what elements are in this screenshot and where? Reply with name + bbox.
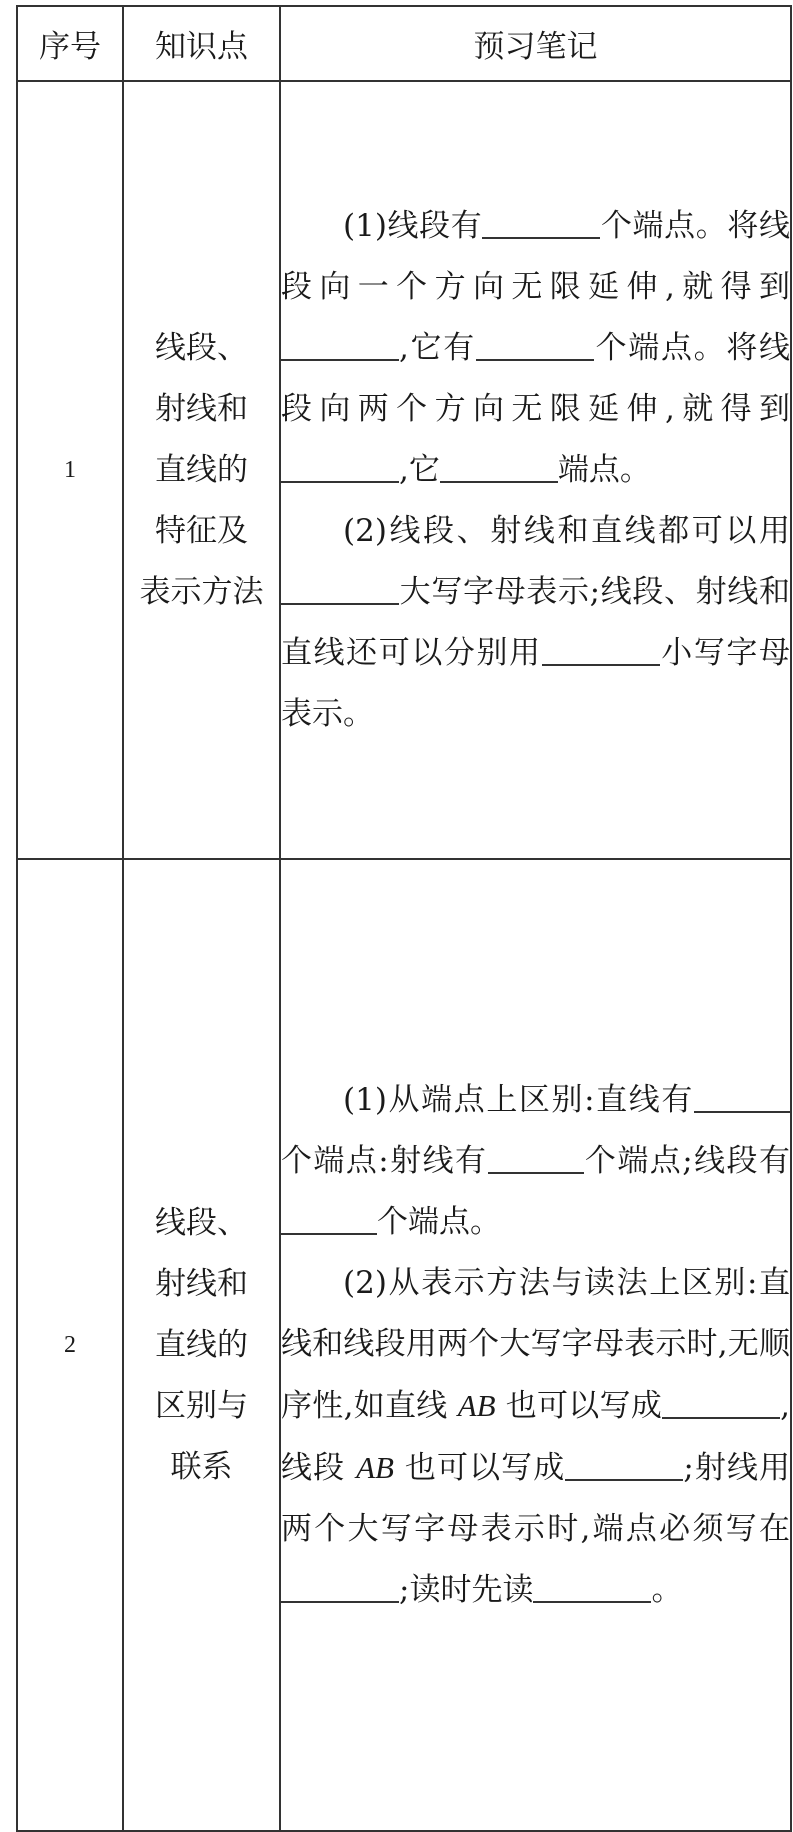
row-number: 2 xyxy=(17,859,123,1831)
preview-notes-table xyxy=(16,5,792,1832)
header-notes: 预习笔记 xyxy=(280,6,791,81)
table-row xyxy=(17,81,791,859)
note-paragraph: (1)从端点上区别:直线有个端点:射线有 个端点;线段有个端点。 xyxy=(281,1081,790,1240)
fill-blank[interactable] xyxy=(488,1141,584,1174)
fill-blank[interactable] xyxy=(476,328,594,361)
fill-blank[interactable] xyxy=(482,206,600,239)
header-num: 序号 xyxy=(17,6,123,81)
topic-line: 线段、 xyxy=(155,1204,248,1241)
knowledge-point xyxy=(123,859,280,1831)
table-row xyxy=(17,859,791,1831)
note-paragraph: (1)线段有 个端点。将线段向一个方向无限延伸,就得到,它有 个端点。将线段向两个方向无限延伸,就得到,它 端点。 xyxy=(281,207,790,488)
fill-blank[interactable] xyxy=(281,1202,377,1235)
fill-blank[interactable] xyxy=(662,1386,780,1419)
fill-blank[interactable] xyxy=(542,633,660,666)
fill-blank[interactable] xyxy=(694,1080,790,1113)
topic-line: 联系 xyxy=(170,1448,233,1485)
topic-line: 线段、 xyxy=(155,329,248,366)
fill-blank[interactable] xyxy=(281,450,399,483)
fill-blank[interactable] xyxy=(281,328,399,361)
row-number: 1 xyxy=(17,81,123,859)
topic-line: 直线的 xyxy=(155,1326,248,1363)
header-row xyxy=(17,6,791,81)
fill-blank[interactable] xyxy=(565,1448,683,1481)
note-paragraph: (2)从表示方法与读法上区别:直线和线段用两个大写字母表示时,无顺序性,如直线 AB 也可以写成 ,线段 AB 也可以写成 ;射线用两个大写字母表示时,端点必须写在;读时先读 。 xyxy=(281,1264,791,1608)
header-topic: 知识点 xyxy=(123,6,280,81)
note-paragraph: (2)线段、射线和直线都可以用大写字母表示;线段、射线和直线还可以分别用 小写字母表示。 xyxy=(281,512,791,732)
topic-line: 射线和 xyxy=(155,390,248,427)
topic-line: 区别与 xyxy=(155,1387,248,1424)
topic-line: 射线和 xyxy=(155,1265,248,1302)
preview-notes xyxy=(280,859,791,1831)
knowledge-point xyxy=(123,81,280,859)
fill-blank[interactable] xyxy=(440,450,558,483)
fill-blank[interactable] xyxy=(533,1570,651,1603)
topic-line: 直线的 xyxy=(155,451,248,488)
fill-blank[interactable] xyxy=(281,572,399,605)
topic-line: 表示方法 xyxy=(139,573,264,610)
fill-blank[interactable] xyxy=(281,1570,399,1603)
preview-notes xyxy=(280,81,791,859)
topic-line: 特征及 xyxy=(155,512,248,549)
